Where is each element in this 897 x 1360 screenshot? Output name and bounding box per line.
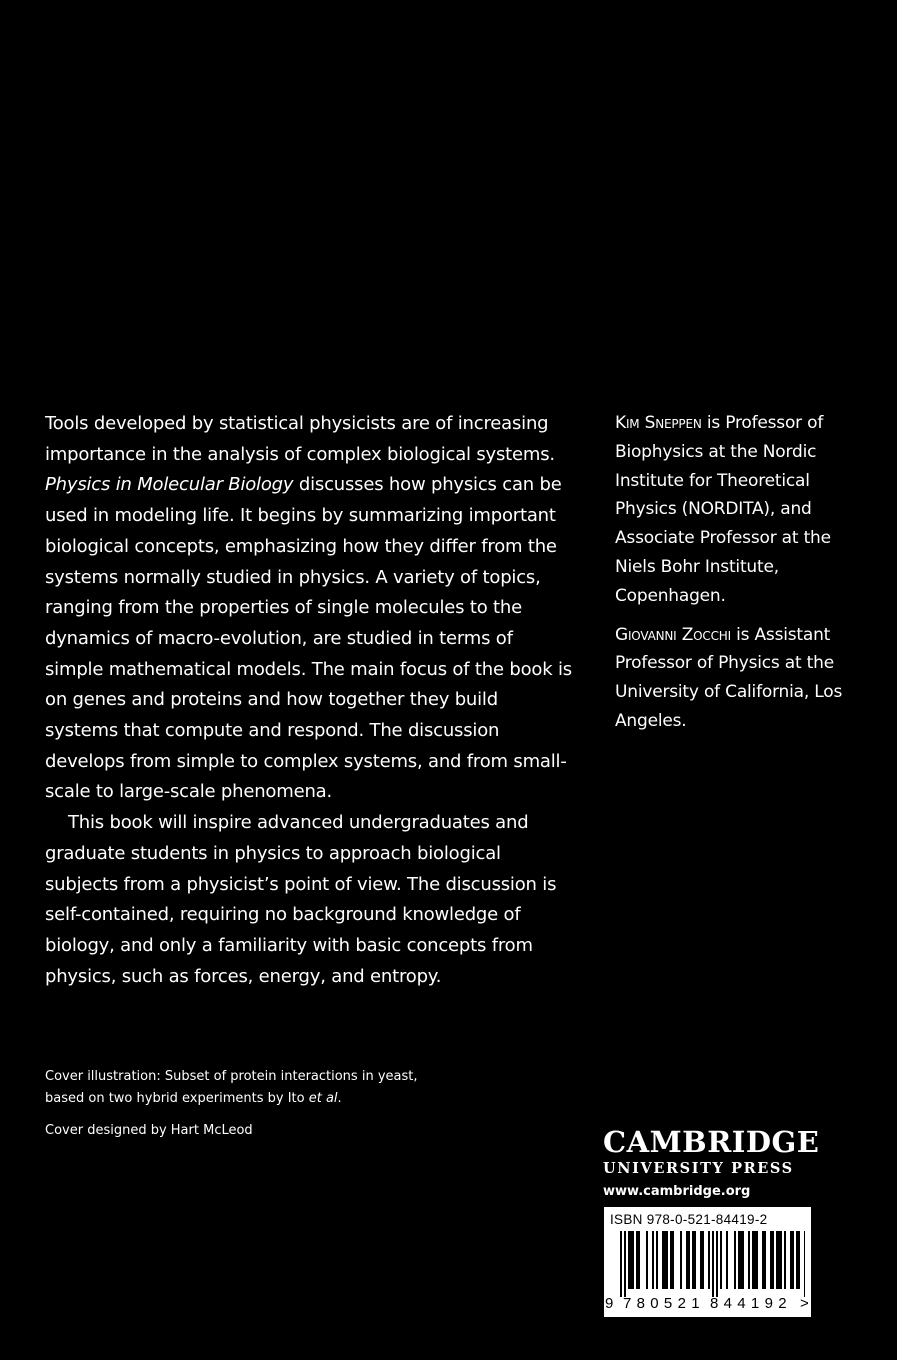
barcode-bar: [662, 1231, 664, 1289]
ean-digits: [604, 1295, 811, 1315]
barcode-bar: [708, 1231, 710, 1289]
barcode-bar: [726, 1231, 728, 1289]
publisher-logo: [603, 1125, 823, 1203]
barcode-bar: [652, 1231, 654, 1289]
barcode-bar: [754, 1231, 756, 1289]
barcode-bar: [712, 1231, 714, 1297]
author-bio: Kim Sneppen is Professor of Biophysics at the Nordic Institute for Theoretical Physics (NORDITA), and Associate Professor at the Niels Bohr Institute, Copenhagen.: [615, 413, 831, 606]
designer-credit: Cover designed by Hart McLeod: [45, 1123, 253, 1138]
barcode-bar: [792, 1231, 794, 1289]
barcode-bar: [738, 1231, 740, 1289]
illustration-credit-line-1: Cover illustration: Subset of protein interactions in yeast,: [45, 1069, 418, 1084]
barcode-bar: [666, 1231, 668, 1289]
barcode-bar: [772, 1231, 774, 1289]
barcode-bar: [740, 1231, 742, 1289]
barcode-bar: [804, 1231, 805, 1297]
ean-right-group: 844192: [710, 1295, 792, 1312]
barcode-bar: [742, 1231, 744, 1289]
barcode-bar: [700, 1231, 702, 1289]
barcode-bar: [646, 1231, 648, 1289]
book-description: [45, 409, 575, 992]
description-paragraph-2: This book will inspire advanced undergraduates and graduate students in physics to approach biological subjects from a physicist’s point of view. The discussion is self-contained, requiring no background knowledge of biology, and only a familiarity with basic concepts from physics, such as forces, energy, and entropy.: [45, 812, 557, 987]
barcode-bar: [620, 1231, 622, 1297]
barcode-bar: [748, 1231, 750, 1289]
barcode-bar: [798, 1231, 800, 1289]
ean-end-marker: >: [800, 1295, 809, 1312]
barcode-bar: [778, 1231, 780, 1289]
ean-left-group: 780521: [623, 1295, 705, 1312]
illustration-credit-line-2: based on two hybrid experiments by Ito et al.: [45, 1091, 342, 1106]
barcode-bar: [688, 1231, 690, 1289]
book-title: Physics in Molecular Biology: [45, 474, 294, 496]
isbn-barcode: [604, 1207, 811, 1317]
barcode-bar: [670, 1231, 672, 1289]
barcode-bar: [720, 1231, 722, 1289]
publisher-url: www.cambridge.org: [603, 1184, 751, 1199]
barcode-bar: [776, 1231, 778, 1289]
barcode-bar: [694, 1231, 696, 1289]
barcode-bar: [784, 1231, 786, 1289]
barcode-bar: [630, 1231, 632, 1289]
barcode-bar: [672, 1231, 674, 1289]
barcode-bar: [686, 1231, 688, 1289]
barcode-bar: [756, 1231, 758, 1289]
barcode-bar: [770, 1231, 772, 1289]
description-paragraph-1: Tools developed by statistical physicists are of increasing importance in the analysis of complex biological systems. Physics in Molecular Biology discusses how physics can be used in modeling life. It begins by summarizing important biological concepts, emphasizing how they differ from the systems normally studied in physics. A variety of topics, ranging from the properties of single molecules to the dynamics of macro-evolution, are studied in terms of simple mathematical models. The main focus of the book is on genes and proteins and how together they build systems that compute and respond. The discussion develops from simple to complex systems, and from small-scale to large-scale phenomena.: [45, 413, 572, 803]
barcode-bar: [624, 1231, 626, 1297]
barcode-bar: [762, 1231, 764, 1289]
isbn-label: ISBN 978-0-521-84419-2: [610, 1212, 768, 1227]
barcode-bar: [764, 1231, 766, 1289]
author-bios: [615, 409, 875, 746]
barcode-bars: [610, 1231, 805, 1297]
publisher-name: CAMBRIDGE: [603, 1125, 820, 1159]
barcode-bar: [790, 1231, 792, 1289]
barcode-bar: [656, 1231, 658, 1289]
barcode-bar: [702, 1231, 704, 1289]
ean-first-digit: 9: [605, 1295, 614, 1312]
barcode-bar: [636, 1231, 638, 1289]
barcode-bar: [734, 1231, 736, 1289]
barcode-bar: [664, 1231, 666, 1289]
barcode-bar: [632, 1231, 634, 1289]
author-bio: Giovanni Zocchi is Assistant Professor of Physics at the University of California, Los Angeles.: [615, 624, 843, 731]
author-name: Kim Sneppen: [615, 413, 702, 433]
barcode-bar: [680, 1231, 682, 1289]
barcode-bar: [796, 1231, 798, 1289]
barcode-bar: [638, 1231, 640, 1289]
barcode-bar: [692, 1231, 694, 1289]
barcode-bar: [780, 1231, 782, 1289]
barcode-bar: [752, 1231, 754, 1289]
cover-credits: [45, 1066, 445, 1142]
barcode-bar: [716, 1231, 718, 1297]
publisher-subtitle: UNIVERSITY PRESS: [603, 1160, 794, 1177]
author-name: Giovanni Zocchi: [615, 624, 731, 645]
barcode-bar: [628, 1231, 630, 1289]
